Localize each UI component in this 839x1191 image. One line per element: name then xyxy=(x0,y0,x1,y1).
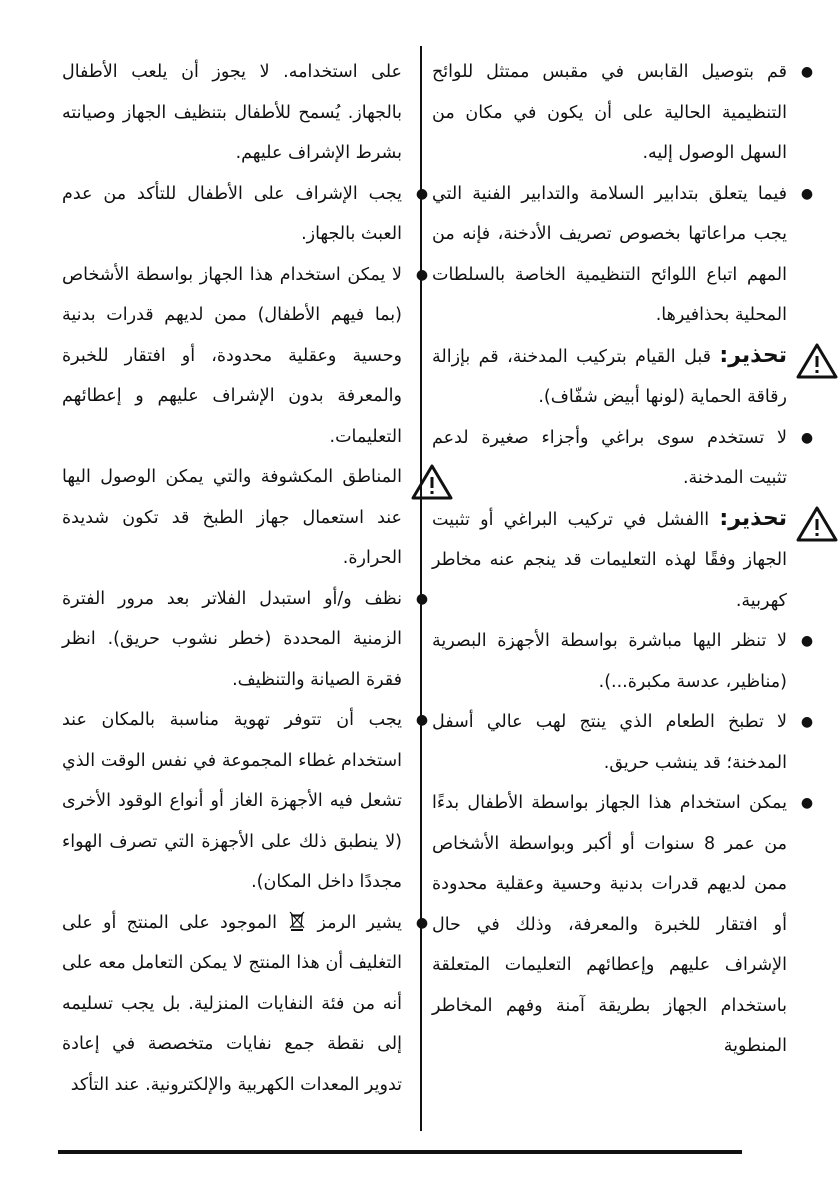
weee-text-after: الموجود على المنتج أو على التغليف أن هذا المنتج لا يمكن التعامل معه على أنه من فئة النفايات المنزلية. بل يجب تسليمه إلى نقطة جمع نفايات متخصصة في إعادة تدوير المعدات الكهربية والإلكترونية. عند التأكد xyxy=(62,912,402,1095)
item-text: لا يمكن استخدام هذا الجهاز بواسطة الأشخاص (بما فيهم الأطفال) ممن لديهم قدرات بدنية وحسية وعقلية محدودة، أو افتقار للخبرة والمعرفة بدون الإشراف عليهم و إعطائهم التعليمات. xyxy=(62,264,402,447)
item-text: قم بتوصيل القابس في مقبس ممتثل للوائح التنظيمية الحالية على أن يكون في مكان من السهل الوصول إليه. xyxy=(432,62,787,163)
bullet-dot: ● xyxy=(415,590,429,607)
crossed-bin-icon xyxy=(289,906,305,926)
warning-triangle-icon xyxy=(410,463,454,501)
item-text: يجب أن تتوفر تهوية مناسبة بالمكان عند استخدام غطاء المجموعة في نفس الوقت الذي تشعل فيه الأجهزة الغاز أو أنواع الوقود الأخرى (لا ينطبق ذلك على الأجهزة التي تصرف الهواء مجددًا داخل المكان). xyxy=(62,710,402,892)
list-item xyxy=(432,52,814,174)
item-text: نظف و/أو استبدل الفلاتر بعد مرور الفترة الزمنية المحددة (خطر نشوب حريق). انظر فقرة الصيانة والتنظيف. xyxy=(62,588,402,690)
warning-text: قبل القيام بتركيب المدخنة، قم بإزالة رقاقة الحماية (لونها أبيض شفّاف). xyxy=(432,346,787,407)
footer-rule xyxy=(58,1150,742,1154)
warning-title: تحذير: xyxy=(719,505,787,531)
weee-text-before: يشير الرمز xyxy=(317,912,402,933)
bullet-dot: ● xyxy=(800,795,814,811)
list-item xyxy=(432,621,814,702)
item-text: يجب الإشراف على الأطفال للتأكد من عدم العبث بالجهاز. xyxy=(62,183,402,244)
item-text: على استخدامه. لا يجوز أن يلعب الأطفال بالجهاز. يُسمح للأطفال بتنظيف الجهاز وصيانته بشرط الإشراف عليهم. xyxy=(62,62,402,163)
warning-title: تحذير: xyxy=(719,342,787,368)
right-column xyxy=(432,52,814,1067)
bullet-dot: ● xyxy=(415,266,429,283)
item-text: يمكن استخدام هذا الجهاز بواسطة الأطفال بدءًا من عمر 8 سنوات أو أكبر وبواسطة الأشخاص ممن لديهم قدرات بدنية وحسية وعقلية محدودة أو افتقار للخبرة والمعرفة، وذلك في حال الإشراف عليهم وإعطائهم التعليمات المتعلقة باستخدام الجهاز بطريقة آمنة وفهم المخاطر المنطوية xyxy=(432,793,787,1056)
item-text: فيما يتعلق بتدابير السلامة والتدابير الفنية التي يجب مراعاتها بخصوص تصريف الأدخنة، فإنه من المهم اتباع اللوائح التنظيمية الخاصة بالسلطات المحلية بحذافيرها. xyxy=(432,183,787,325)
warning-text: االفشل في تركيب البراغي أو تثبيت الجهاز وفقًا لهذه التعليمات قد ينجم عنه مخاطر كهربية. xyxy=(432,509,787,611)
bullet-dot: ● xyxy=(415,712,429,728)
list-item xyxy=(62,579,429,701)
warning-block xyxy=(432,499,787,622)
warning-text: المناطق المكشوفة والتي يمكن الوصول اليها عند استعمال جهاز الطبخ قد تكون شديدة الحرارة. xyxy=(62,467,402,568)
warning-block xyxy=(432,336,787,418)
bullet-dot: ● xyxy=(800,633,814,649)
bullet-dot: ● xyxy=(800,64,814,80)
list-item xyxy=(62,255,429,458)
bullet-dot: ● xyxy=(800,714,814,730)
bullet-dot: ● xyxy=(415,185,429,202)
warning-triangle-icon xyxy=(795,505,839,543)
list-item xyxy=(432,783,814,1067)
list-item xyxy=(432,418,814,499)
list-item xyxy=(62,174,429,255)
list-item xyxy=(432,702,814,783)
bullet-dot: ● xyxy=(800,185,814,202)
item-text: لا تنظر اليها مباشرة بواسطة الأجهزة البصرية (مناظير، عدسة مكبرة...). xyxy=(432,631,787,692)
item-text: لا تستخدم سوى براغي وأجزاء صغيرة لدعم تثبيت المدخنة. xyxy=(432,427,787,488)
continuation-paragraph xyxy=(62,52,402,174)
item-text: لا تطبخ الطعام الذي ينتج لهب عالي أسفل المدخنة؛ قد ينشب حريق. xyxy=(432,712,787,773)
list-item xyxy=(432,174,814,336)
list-item xyxy=(62,700,429,903)
left-column xyxy=(62,52,429,1105)
warning-triangle-icon xyxy=(795,342,839,380)
bullet-dot: ● xyxy=(415,914,429,931)
list-item xyxy=(62,903,429,1106)
warning-block xyxy=(62,457,402,579)
bullet-dot: ● xyxy=(800,429,814,446)
